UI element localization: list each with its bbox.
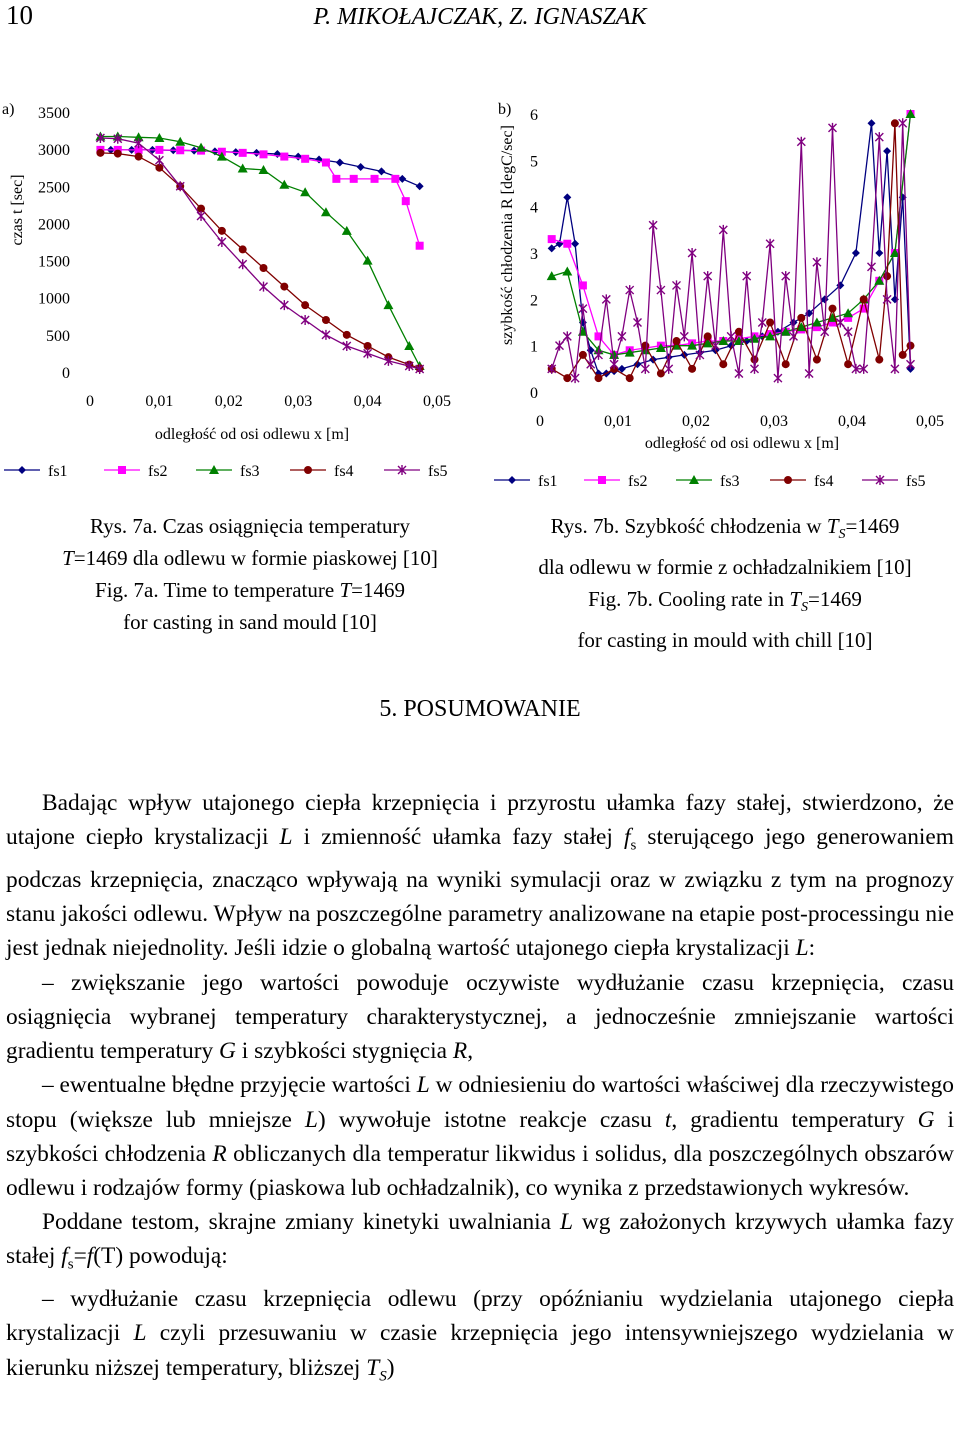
panel-label-b: b) <box>498 101 512 118</box>
data-point-fs4 <box>875 356 883 364</box>
section-heading: 5. POSUMOWANIE <box>379 696 581 722</box>
caption-7a-en-line1: Fig. 7a. Time to temperature T=1469 <box>95 578 405 602</box>
data-point-fs5 <box>618 331 626 341</box>
data-point-fs5 <box>813 257 821 267</box>
y-ticks-b <box>530 107 538 402</box>
caption-7a-pl-line2: T=1469 dla odlewu w formie piaskowej [10] <box>62 546 438 570</box>
legend-label-fs1: fs1 <box>48 463 68 480</box>
data-point-fs5 <box>155 155 163 165</box>
data-point-fs4 <box>135 153 143 161</box>
data-point-fs5 <box>579 304 587 314</box>
data-point-fs4 <box>343 331 351 339</box>
data-point-fs2 <box>391 175 399 183</box>
x-tick-label: 0 <box>536 413 544 430</box>
data-point-fs5 <box>634 318 642 328</box>
data-point-fs1 <box>563 193 571 201</box>
x-tick-label: 0,05 <box>916 413 944 430</box>
legend-b <box>494 473 926 490</box>
data-point-fs5 <box>774 373 782 383</box>
data-point-fs5 <box>610 359 618 369</box>
series-line-fs4 <box>100 153 419 368</box>
data-point-fs5 <box>260 282 268 292</box>
data-point-fs2 <box>280 153 288 161</box>
data-point-fs5 <box>727 331 735 341</box>
data-point-fs1 <box>868 119 876 127</box>
data-point-fs2 <box>402 197 410 205</box>
data-point-fs5 <box>563 331 571 341</box>
y-axis-label-a: czas t [sec] <box>9 174 26 246</box>
data-point-fs4 <box>280 283 288 291</box>
data-point-fs5 <box>673 280 681 290</box>
list-item-1: – zwiększanie jego wartości powoduje oczywiste wydłużanie czasu krzepnięcia, czasu osiągnięcia wybranej temperatury charakterystycznej, a jednocześnie zmniejszanie wartości gradientu temperatury G i szybkości stygnięcia R, <box>6 969 954 1065</box>
data-point-fs2 <box>301 155 309 163</box>
series-line-fs2 <box>552 114 911 355</box>
data-point-fs4 <box>114 150 122 158</box>
y-tick-label: 500 <box>46 327 70 345</box>
caption-fig-7b <box>505 510 945 656</box>
data-point-fs4 <box>782 360 790 368</box>
data-point-fs3 <box>279 180 289 189</box>
data-point-fs1 <box>398 175 406 183</box>
data-point-fs3 <box>300 187 310 196</box>
legend-marker-fs4 <box>784 476 792 484</box>
series-group-a <box>95 132 424 375</box>
series-group-b <box>547 109 916 383</box>
paragraph-1: Badając wpływ utajonego ciepła krzepnięcia i przyrostu ułamka fazy stałej, stwierdzono, że utajone ciepło krystalizacji L i zmienność ułamka fazy stałej $f_s$ sterującego jego generowaniem podczas krzepnięcia, znacząco wpływają na wyniki symulacji oraz w związku z tym na prognozy stanu jakości odlewu. Wpływ na poszczególne parametry analizowane na etapie post-processingu nie jest jednak niejednolity. Jeśli idzie o globalną wartość utajonego ciepła krystalizacji L: <box>6 790 954 962</box>
data-point-fs4 <box>883 272 891 280</box>
data-point-fs1 <box>852 249 860 257</box>
data-point-fs2 <box>155 146 163 154</box>
data-point-fs4 <box>797 314 805 322</box>
caption-7b-en-line1: Fig. 7b. Cooling rate in $T_S=1469$ <box>588 587 862 616</box>
data-point-fs4 <box>322 316 330 324</box>
y-tick-label: 1000 <box>38 290 70 308</box>
caption-7b-en-line2: for casting in mould with chill [10] <box>577 628 873 653</box>
x-tick-label: 0,01 <box>145 393 174 410</box>
legend-label-fs3: fs3 <box>720 473 740 490</box>
legend-label-fs1: fs1 <box>538 473 558 490</box>
legend-marker-fs2 <box>598 476 606 484</box>
data-point-fs4 <box>260 264 268 272</box>
data-point-fs5 <box>384 356 392 366</box>
x-tick-label: 0,05 <box>423 393 451 410</box>
data-point-fs4 <box>719 360 727 368</box>
data-point-fs5 <box>875 132 883 142</box>
y-tick-label: 0 <box>530 385 538 402</box>
y-tick-label: 1500 <box>38 253 70 271</box>
legend-marker-fs1 <box>18 466 26 474</box>
x-tick-label: 0,04 <box>838 413 866 430</box>
data-point-fs5 <box>719 225 727 235</box>
data-point-fs4 <box>657 369 665 377</box>
data-point-fs5 <box>587 359 595 369</box>
data-point-fs4 <box>704 332 712 340</box>
x-tick-label: 0,02 <box>214 393 243 410</box>
list-item-3: – wydłużanie czasu krzepnięcia odlewu (przy opóźnianiu wydzielania utajonego ciepła krystalizacji L czyli przesuwaniu w czasie krzepnięcia jego intensywniejszego wydzielania w kierunku niższej temperatury, bliższej $T_S$) <box>6 1286 954 1385</box>
data-point-fs5 <box>790 331 798 341</box>
caption-7a-en-line2: for casting in sand mould [10] <box>123 610 377 634</box>
data-point-fs4 <box>813 356 821 364</box>
x-tick-label: 0,04 <box>353 393 382 410</box>
data-point-fs4 <box>579 351 587 359</box>
data-point-fs2 <box>416 242 424 250</box>
x-tick-label: 0,01 <box>604 413 632 430</box>
data-point-fs1 <box>336 159 344 167</box>
data-point-fs4 <box>563 374 571 382</box>
data-point-fs5 <box>907 359 915 369</box>
data-point-fs4 <box>595 374 603 382</box>
data-point-fs4 <box>766 319 774 327</box>
data-point-fs1 <box>357 163 365 171</box>
data-point-fs1 <box>253 149 261 157</box>
data-point-fs4 <box>891 119 899 127</box>
data-point-fs5 <box>665 364 673 374</box>
data-point-fs5 <box>280 300 288 310</box>
data-point-fs5 <box>301 315 309 325</box>
data-point-fs5 <box>829 123 837 133</box>
y-tick-label: 5 <box>530 153 538 171</box>
data-point-fs2 <box>322 159 330 167</box>
data-point-fs5 <box>844 327 852 337</box>
data-point-fs1 <box>571 240 579 248</box>
data-point-fs5 <box>758 318 766 328</box>
y-tick-label: 2 <box>530 292 538 310</box>
legend-label-fs3: fs3 <box>240 463 260 480</box>
caption-7b-pl-line2: dla odlewu w formie z ochładzalnikiem [10] <box>538 555 912 580</box>
data-point-fs5 <box>649 220 657 230</box>
y-tick-label: 2500 <box>38 179 70 197</box>
x-tick-label: 0,03 <box>760 413 788 430</box>
data-point-fs4 <box>218 227 226 235</box>
data-point-fs2 <box>176 146 184 154</box>
data-point-fs4 <box>96 149 104 157</box>
data-point-fs5 <box>797 137 805 147</box>
data-point-fs5 <box>343 341 351 351</box>
x-ticks-a <box>86 393 451 410</box>
data-point-fs3 <box>238 163 248 172</box>
legend-label-fs2: fs2 <box>148 463 168 480</box>
body-text <box>6 786 954 1393</box>
data-point-fs4 <box>829 305 837 313</box>
data-point-fs5 <box>364 348 372 358</box>
data-point-fs5 <box>836 318 844 328</box>
data-point-fs5 <box>571 373 579 383</box>
data-point-fs3 <box>383 300 393 309</box>
data-point-fs4 <box>626 374 634 382</box>
legend-label-fs4: fs4 <box>814 473 834 490</box>
data-point-fs3 <box>562 267 572 276</box>
data-point-fs5 <box>766 239 774 249</box>
data-point-fs5 <box>805 368 813 378</box>
panel-label-a: a) <box>2 101 15 118</box>
data-point-fs5 <box>891 364 899 374</box>
data-point-fs5 <box>680 331 688 341</box>
data-point-fs5 <box>782 271 790 281</box>
data-point-fs1 <box>875 249 883 257</box>
data-point-fs5 <box>899 118 907 128</box>
legend-a <box>4 463 448 480</box>
caption-fig-7a <box>40 510 460 638</box>
data-point-fs5 <box>696 350 704 360</box>
data-point-fs1 <box>548 244 556 252</box>
y-tick-label: 2000 <box>38 216 70 234</box>
data-point-fs5 <box>704 271 712 281</box>
legend-label-fs2: fs2 <box>628 473 648 490</box>
data-point-fs2 <box>579 281 587 289</box>
data-point-fs5 <box>735 368 743 378</box>
x-ticks-b <box>536 413 944 430</box>
legend-marker-fs1 <box>508 476 516 484</box>
data-point-fs1 <box>416 182 424 190</box>
page-header <box>0 0 960 36</box>
legend-marker-fs4 <box>304 466 312 474</box>
legend-marker-fs2 <box>118 466 126 474</box>
data-point-fs2 <box>239 149 247 157</box>
data-point-fs5 <box>556 341 564 351</box>
data-point-fs2 <box>332 175 340 183</box>
data-point-fs1 <box>883 147 891 155</box>
y-tick-label: 4 <box>530 199 538 217</box>
x-axis-label-b: odległość od osi odlewu x [m] <box>644 435 840 452</box>
series-line-fs3 <box>100 137 419 367</box>
data-point-fs1 <box>377 167 385 175</box>
y-tick-label: 1 <box>530 338 538 356</box>
data-point-fs5 <box>218 237 226 247</box>
data-point-fs5 <box>641 364 649 374</box>
data-point-fs2 <box>563 240 571 248</box>
y-tick-label: 3 <box>530 246 538 263</box>
legend-label-fs4: fs4 <box>334 463 354 480</box>
data-point-fs2 <box>548 235 556 243</box>
caption-7a-pl-line1: Rys. 7a. Czas osiągnięcia temperatury <box>90 514 410 538</box>
data-point-fs5 <box>821 327 829 337</box>
data-point-fs5 <box>688 248 696 258</box>
data-point-fs5 <box>322 330 330 340</box>
data-point-fs2 <box>260 150 268 158</box>
caption-7b-pl-line1: Rys. 7b. Szybkość chłodzenia w $T_S=1469$ <box>550 514 900 543</box>
data-point-fs1 <box>294 153 302 161</box>
data-point-fs4 <box>844 360 852 368</box>
data-point-fs4 <box>239 245 247 253</box>
running-head: P. MIKOŁAJCZAK, Z. IGNASZAK <box>313 4 647 30</box>
data-point-fs5 <box>868 262 876 272</box>
data-point-fs2 <box>350 175 358 183</box>
data-point-fs5 <box>743 271 751 281</box>
x-axis-label-a: odległość od osi odlewu x [m] <box>154 426 350 443</box>
data-point-fs5 <box>197 211 205 221</box>
y-ticks-a <box>38 105 70 382</box>
legend-label-fs5: fs5 <box>906 473 926 490</box>
data-point-fs5 <box>626 285 634 295</box>
data-point-fs4 <box>673 337 681 345</box>
legend-label-fs5: fs5 <box>428 463 448 480</box>
y-tick-label: 3500 <box>38 105 70 122</box>
x-tick-label: 0 <box>86 393 94 410</box>
figure-7a-chart <box>0 90 470 500</box>
paragraph-2: Poddane testom, skrajne zmiany kinetyki uwalniania L wg założonych krzywych ułamka fazy stałej $f_s=f(T)$ powodują: <box>6 1209 954 1273</box>
data-point-fs4 <box>899 351 907 359</box>
y-tick-label: 6 <box>530 107 538 124</box>
series-line-fs3 <box>552 114 911 355</box>
data-point-fs5 <box>595 350 603 360</box>
data-point-fs2 <box>371 175 379 183</box>
y-tick-label: 3000 <box>38 142 70 160</box>
figure-7b-chart <box>490 90 960 500</box>
data-point-fs4 <box>860 295 868 303</box>
y-tick-label: 0 <box>62 365 70 382</box>
data-point-fs4 <box>301 301 309 309</box>
data-point-fs3 <box>363 256 373 265</box>
y-axis-label-b: szybkość chłodzenia R [degC/sec] <box>499 125 516 345</box>
data-point-fs5 <box>657 285 665 295</box>
data-point-fs4 <box>688 365 696 373</box>
page-number: 10 <box>6 0 33 30</box>
list-item-2: – ewentualne błędne przyjęcie wartości L w odniesieniu do wartości właściwej dla rzeczywistego stopu (większe lub mniejsze L) wywołuje istotne reakcje czasu t, gradientu temperatury G i szybkości chłodzenia R obliczanych dla temperatur likwidus i solidus, dla poszczególnych obszarów odlewu i rodzajów formy (piaskowa lub ochładzalnik), co wynika z przedstawionych wykresów. <box>6 1072 954 1201</box>
data-point-fs5 <box>602 294 610 304</box>
data-point-fs5 <box>751 364 759 374</box>
x-tick-label: 0,03 <box>284 393 313 410</box>
data-point-fs3 <box>404 341 414 350</box>
data-point-fs5 <box>239 259 247 269</box>
series-line-fs2 <box>100 150 419 246</box>
x-tick-label: 0,02 <box>682 413 710 430</box>
